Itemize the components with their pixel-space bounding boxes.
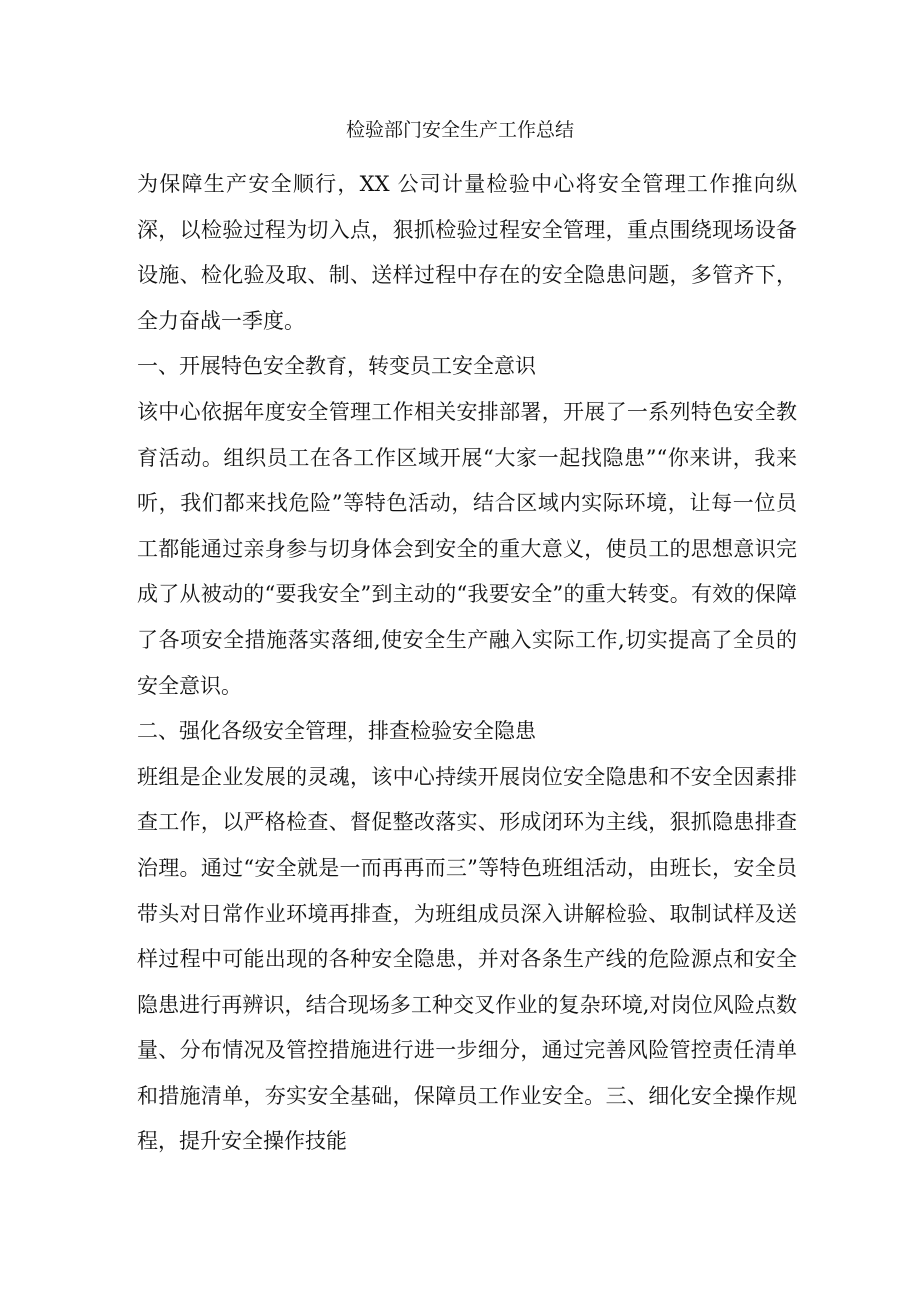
- section-heading-1: 一、开展特色安全教育，转变员工安全意识: [137, 354, 536, 379]
- section-paragraph-2: 班组是企业发展的灵魂，该中心持续开展岗位安全隐患和不安全因素排查工作，以严格检查、督促整改落实、形成闭环为主线，狠抓隐患排查治理。通过“安全就是一而再再而三”等特色班组活动，由班长，安全员带头对日常作业环境再排查，为班组成员深入讲解检验、取制试样及送样过程中可能出现的各种安全隐患，并对各条生产线的危险源点和安全隐患进行再辨识，结合现场多工种交叉作业的复杂环境,对岗位风险点数量、分布情况及管控措施进行进一步细分，通过完善风险管控责任清单和措施清单，夯实安全基础，保障员工作业安全。三、细化安全操作规程，提升安全操作技能: [137, 764, 797, 1154]
- document-title: 检验部门安全生产工作总结: [345, 119, 574, 141]
- document-body: [137, 162, 797, 1165]
- intro-paragraph: 为保障生产安全顺行，XX 公司计量检验中心将安全管理工作推向纵深，以检验过程为切入点，狠抓检验过程安全管理，重点围绕现场设备设施、检化验及取、制、送样过程中存在的安全隐患问题，多管齐下，全力奋战一季度。: [137, 172, 797, 333]
- section-paragraph-1: 该中心依据年度安全管理工作相关安排部署，开展了一系列特色安全教育活动。组织员工在各工作区域开展“大家一起找隐患”“你来讲，我来听，我们都来找危险”等特色活动，结合区域内实际环境，让每一位员工都能通过亲身参与切身体会到安全的重大意义，使员工的思想意识完成了从被动的“要我安全”到主动的“我要安全”的重大转变。有效的保障了各项安全措施落实落细,使安全生产融入实际工作,切实提高了全员的安全意识。: [137, 399, 797, 698]
- section-heading-2: 二、强化各级安全管理，排查检验安全隐患: [137, 719, 536, 744]
